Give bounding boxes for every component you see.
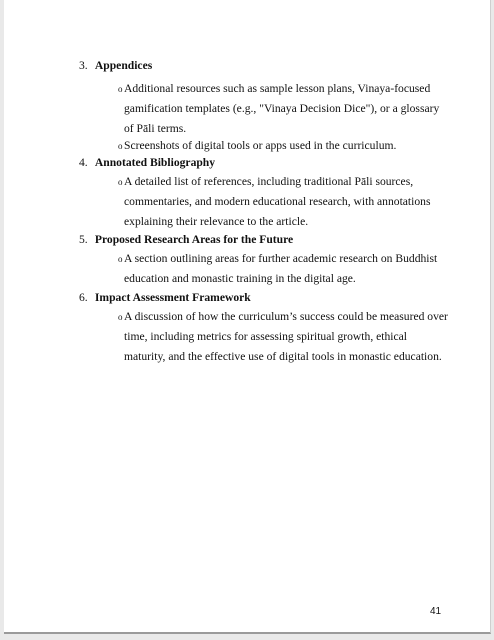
body-line: A section outlining areas for further academic research on Buddhist xyxy=(124,252,438,265)
body-line: maturity, and the effective use of digital tools in monastic education. xyxy=(124,350,442,363)
section-heading-annotated-bibliography xyxy=(79,155,215,171)
body-line: education and monastic training in the digital age. xyxy=(124,272,356,285)
section-heading-impact-assessment-framework xyxy=(79,290,251,306)
section-title: Impact Assessment Framework xyxy=(94,291,251,304)
section-heading-proposed-research-areas xyxy=(79,232,293,248)
section-heading-appendices xyxy=(79,58,152,74)
section-number: 6. xyxy=(79,291,88,304)
body-line: commentaries, and modern educational research, with annotations xyxy=(124,195,431,208)
bullet-marker: o xyxy=(118,84,123,94)
bullet-marker: o xyxy=(118,312,123,322)
bullet-marker: o xyxy=(118,254,123,264)
bullet-marker: o xyxy=(118,141,123,151)
section-number: 4. xyxy=(79,156,88,169)
body-line: of Pāli terms. xyxy=(124,122,187,135)
section-title: Proposed Research Areas for the Future xyxy=(94,233,294,246)
section-title: Appendices xyxy=(94,59,153,72)
body-line: A discussion of how the curriculum’s success could be measured over xyxy=(124,310,448,323)
section-title: Annotated Bibliography xyxy=(94,156,216,169)
section-number: 3. xyxy=(79,59,88,72)
body-line: Additional resources such as sample lesson plans, Vinaya-focused xyxy=(124,82,431,95)
body-line: A detailed list of references, including traditional Pāli sources, xyxy=(124,175,414,188)
body-line: explaining their relevance to the article. xyxy=(124,215,309,228)
bullet-marker: o xyxy=(118,177,123,187)
body-line: Screenshots of digital tools or apps used in the curriculum. xyxy=(124,139,397,152)
body-line: time, including metrics for assessing spiritual growth, ethical xyxy=(124,330,408,343)
section-number: 5. xyxy=(79,233,88,246)
body-line: gamification templates (e.g., "Vinaya Decision Dice"), or a glossary xyxy=(124,102,440,115)
page-number: 41 xyxy=(430,606,442,617)
document-page xyxy=(4,0,491,634)
